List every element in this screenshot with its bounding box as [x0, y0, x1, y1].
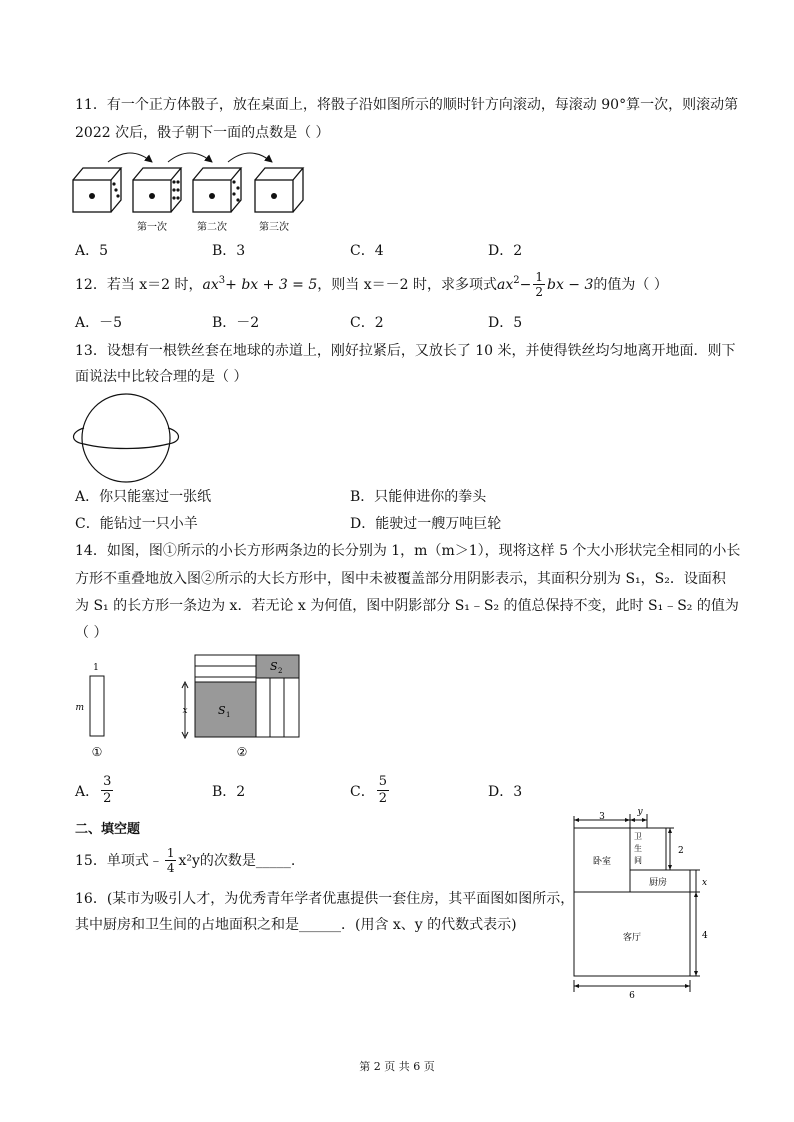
die-3 [193, 168, 241, 212]
fig1-top-label: 1 [93, 663, 99, 673]
q12-poly-minus: − [519, 276, 532, 293]
plan-right-2: 2 [678, 846, 684, 856]
q15-line [75, 846, 295, 875]
plan-right-4: 4 [702, 931, 708, 941]
die-4 [255, 168, 303, 212]
q13-line1: 13．设想有一根铁丝套在地球的赤道上，刚好拉紧后，又放长了 10 米，并使得铁丝均匀地离开地面．则下 [75, 343, 736, 359]
die-1 [73, 168, 121, 212]
q13-option-d: D．能驶过一艘万吨巨轮 [350, 516, 502, 532]
q12-cond-exp: 3 [218, 274, 226, 286]
caption-3: 第三次 [259, 222, 289, 233]
q14-line1: 14．如图，图①所示的小长方形两条边的长分别为 1，m（m＞1），现将这样 5 个大小形状完全相同的小长 [75, 543, 741, 559]
plan-living: 客厅 [622, 933, 642, 943]
q11-option-d: D．2 [488, 243, 523, 259]
q14-line2: 方形不重叠地放入图②所示的大长方形中，图中未被覆盖部分用阴影表示，其面积分别为 S₁，S₂．设面积 [75, 571, 726, 587]
q13-line2: 面说法中比较合理的是（ ） [75, 369, 248, 385]
q12-frac-den: 2 [535, 285, 543, 299]
q12-option-d: D．5 [488, 315, 523, 331]
q14-line4: （ ） [75, 625, 108, 641]
q11-line1: 11．有一个正方体骰子，放在桌面上，将骰子沿如图所示的顺时针方向滚动，每滚动 90°算一次，则滚动第 [75, 97, 739, 113]
plan-bath-2: 生 [634, 844, 642, 853]
q14-option-a-den: 2 [103, 791, 112, 806]
q14-option-a-label: A． [75, 783, 100, 800]
plan-right-x: x [702, 878, 708, 888]
q15-suffix: 的次数是_____. [199, 852, 296, 869]
q12-fraction [533, 270, 545, 299]
dice-figure [68, 142, 318, 234]
q14-option-d: D．3 [488, 784, 523, 800]
q15-mono: x²y [178, 852, 200, 869]
q12-frac-num: 1 [535, 270, 543, 284]
plan-bath-3: 间 [634, 856, 642, 865]
section-title: 二、填空题 [75, 822, 141, 837]
q13-option-b: B．只能伸进你的拳头 [350, 489, 487, 505]
q12-poly-tail: bx − 3 [546, 276, 594, 293]
floor-plan [566, 808, 716, 1000]
q14-option-b: B．2 [212, 784, 246, 800]
q15-frac-num: 1 [166, 846, 175, 860]
fig1-label: ① [91, 745, 103, 759]
q16-line1: 16．(某市为吸引人才，为优秀青年学者优惠提供一套住房，其平面图如图所示， [75, 891, 575, 907]
fig2-s1-sub: 1 [226, 711, 231, 719]
q12-option-c: C．2 [350, 315, 384, 331]
q11-option-b: B．3 [212, 243, 246, 259]
fig2-x-label: x [182, 706, 188, 716]
q14-option-a-num: 3 [103, 774, 112, 789]
q12-mid: ，则当 x＝－2 时，求多项式 [317, 276, 497, 293]
plan-bottom-6: 6 [629, 991, 635, 1000]
globe-figure [68, 392, 188, 484]
fig1-small-rect [90, 676, 104, 736]
q12-option-b: B．－2 [212, 315, 260, 331]
q12-prefix: 12．若当 x＝2 时， [75, 276, 203, 293]
q15-fraction [165, 846, 177, 875]
fig2-s1-label: S [218, 704, 226, 717]
q11-option-c: C．4 [350, 243, 384, 259]
q12-poly-a: ax [496, 276, 514, 293]
q12-poly-exp: 2 [513, 274, 520, 286]
fig2-big-rect [195, 655, 299, 737]
q14-option-c [350, 774, 391, 807]
fig2-label: ② [236, 745, 248, 759]
plan-bedroom: 卧室 [592, 857, 612, 867]
fig1-side-label: m [75, 703, 84, 713]
q14-option-c-label: C． [350, 783, 375, 800]
q11-option-a: A．5 [75, 243, 109, 259]
fig2-s2-label: S [270, 660, 278, 673]
plan-top-3: 3 [599, 812, 605, 822]
plan-top-y: y [637, 808, 643, 817]
q13-option-c: C．能钻过一只小羊 [75, 516, 198, 532]
rectangles-figure [72, 652, 312, 764]
plan-kitchen: 厨房 [648, 878, 668, 888]
fig2-s2-sub: 2 [278, 667, 283, 675]
page-footer: 第 2 页 共 6 页 [359, 1060, 435, 1073]
q14-option-a-frac [101, 774, 113, 807]
q14-option-c-den: 2 [378, 791, 387, 806]
q11-line2: 2022 次后，骰子朝下一面的点数是（ ） [75, 125, 330, 141]
q16-line2: 其中厨房和卫生间的占地面积之和是______．(用含 x、y 的代数式表示) [75, 917, 517, 933]
q12-suffix: 的值为（ ） [593, 276, 668, 293]
caption-1: 第一次 [137, 222, 167, 233]
q15-prefix: 15．单项式﹣ [75, 852, 163, 869]
q14-option-a [75, 774, 115, 807]
q14-option-c-num: 5 [378, 774, 387, 789]
q15-frac-den: 4 [166, 861, 175, 875]
q14-option-c-frac [377, 774, 389, 807]
q12-cond-right: + bx + 3 = 5 [225, 276, 318, 293]
q12-cond-left: ax [202, 276, 219, 293]
q12-option-a: A．－5 [75, 315, 123, 331]
caption-2: 第二次 [197, 222, 227, 233]
q14-line3: 为 S₁ 的长方形一条边为 x．若无论 x 为何值，图中阴影部分 S₁﹣S₂ 的值总保持不变，此时 S₁﹣S₂ 的值为 [75, 598, 739, 614]
q12-line [75, 270, 668, 299]
q13-option-a: A．你只能塞过一张纸 [75, 489, 212, 505]
plan-bath-1: 卫 [634, 832, 642, 841]
